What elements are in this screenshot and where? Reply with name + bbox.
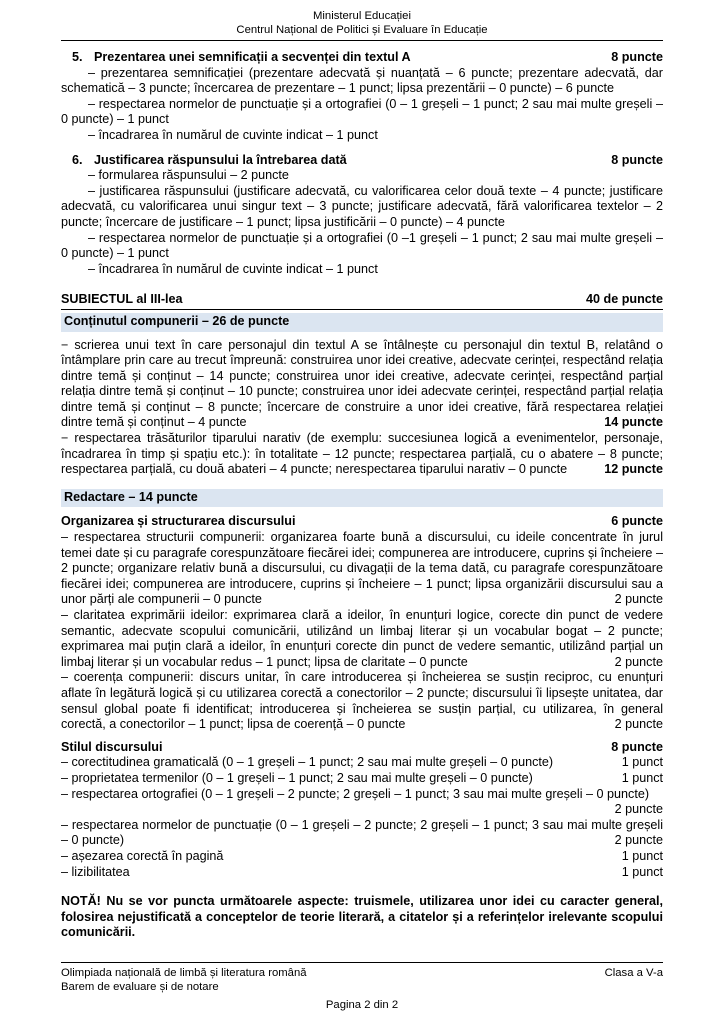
footer-doc-type: Barem de evaluare și de notare [61,981,219,993]
item-5-number: 5. [72,50,83,64]
redactare-section-header: Redactare – 14 puncte [61,489,663,508]
stil-criterion-3-text: – respectarea ortografiei (0 – 1 greșeli – 2 puncte; 2 greșeli – 1 punct; 3 sau mai multe greșeli – 0 puncte) [61,786,650,801]
organizare-criterion-3-points: 2 puncte [614,717,663,732]
organizare-criterion-1-points: 2 puncte [614,592,663,607]
organizare-title: Organizarea și structurarea discursului [61,514,296,529]
organizare-heading [61,514,663,530]
organizare-criterion-2-points: 2 puncte [614,654,663,669]
stil-criterion-2-points: 1 punct [621,770,663,785]
subject-3-points: 40 de puncte [586,292,663,307]
item-5-points: 8 puncte [611,50,663,64]
content-criterion-2-text: − respectarea trăsăturilor tiparului narativ (de exemplu: succesiunea logică a evenimentelor, personaje, încadrarea în timp și spațiu etc.): în totalitate – 12 puncte; respectarea parțială, cu o abatere – 8 puncte; respectarea parțială, cu două abateri – 4 puncte; nerespectarea tiparului narativ – 0 puncte [61,431,663,477]
note-paragraph: NOTĂ! Nu se vor puncta următoarele aspecte: truismele, utilizarea unor idei cu caracter general, folosirea nejustificată a conceptelor de teorie literară, a citatelor și a referințelor irelevante scopului comunicării. [61,894,663,940]
stil-criterion-3-points: 2 puncte [614,802,663,817]
item-6-bullet-4: – încadrarea în numărul de cuvinte indicat – 1 punct [88,261,378,276]
organizare-criterion-1-text: – respectarea structurii compunerii: organizarea foarte bună a discursului, cu ideile concentrate în jurul temei date și cu paragrafe corespunzătoare fiecărei idei; compunerea are introducere, cuprins și încheiere – 2 puncte; organizare relativ bună a discursului, cu divagații de la tema dată, cu paragrafe corespunzătoare fiecărei idei; compunerea are introducere, cuprins și încheiere – 1 punct; lipsa organizării discursului sau a unor părți ale compunerii – 0 puncte [61,530,663,607]
stil-criterion-2 [61,771,663,787]
subject-3-title: SUBIECTUL al III-lea [61,292,183,307]
organizare-criterion-2-text: – claritatea exprimării ideilor: exprimarea clară a ideilor, în enunțuri logice, corecte din punct de vedere semantic, adecvate scopului comunicării, utilizând un limbaj literar și un vocabular bogat – 2 puncte; exprimarea mai puțin clară a ideilor, în enunțuri corecte din punct de vedere semantic, utilizând parțial un limbaj literar și un vocabular redus – 1 punct; lipsa de claritate – 0 puncte [61,608,663,669]
item-5-bullet-3: – încadrarea în numărul de cuvinte indicat – 1 punct [88,127,378,142]
organizare-criterion-1 [61,530,663,608]
item-5-title [72,50,411,66]
stil-criterion-6 [61,865,663,881]
organizare-points: 6 puncte [611,514,663,529]
header-ministry-line: Ministerul Educației [313,10,411,22]
organizare-criterion-2 [61,608,663,670]
organizare-criterion-3-text: – coerența compunerii: discurs unitar, în care introducerea și încheierea se susțin reciproc, cu enunțuri aflate în legătură logică și cu utilizarea corectă a conectorilor – 2 puncte; discursului îi lipsește unitatea, dar sensul global poate fi identificat; introducerea și încheierea se susțin parțial, cu utilizarea, în general corectă, a conectorilor – 1 punct; lipsa de coerență – 0 puncte [61,670,663,732]
footer-page-number: Pagina 2 din 2 [325,999,399,1011]
item-5-heading [61,50,663,66]
item-6-bullet-2: – justificarea răspunsului (justificare adecvată, cu valorificarea celor două texte – 4 puncte; justificare adecvată, cu valorificarea unui singur text – 3 puncte; justificare adecvată, fără valorificarea textelor – 2 puncte; încercare de justificare – 1 punct; lipsa justificării – 0 puncte) – 4 puncte [61,183,663,229]
footer-row-1 [61,966,663,980]
stil-criterion-6-points: 1 punct [621,864,663,879]
stil-criterion-6-text: – lizibilitatea [61,864,130,879]
content-criterion-2 [61,431,663,478]
header-center-line: Centrul Național de Politici și Evaluare în Educație [236,23,488,36]
item-6-title-text: Justificarea răspunsului la întrebarea dată [94,152,347,167]
subject-3-heading [61,292,663,310]
stil-criterion-1-text: – corectitudinea gramaticală (0 – 1 greșeli – 1 punct; 2 sau mai multe greșeli – 0 puncte) [61,755,554,770]
content-criterion-1-text: − scrierea unui text în care personajul din textul A se întâlnește cu personajul din textul B, relatând o întâmplare prin care au trecut împreună: construirea unor idei creative, adecvate cerinței, respectând relația dintre temă și conținut – 14 puncte; construirea unor idei creative, adecvate cerinței, respectând parțial relația dintre temă și conținut – 10 puncte; construirea unor idei adecvate cerinței, respectând parțial relația dintre temă și conținut – 8 puncte; încercare de construire a unor idei creative, fără respectarea relației dintre temă și conținut – 4 puncte [61,337,663,430]
content-criterion-1-points: 14 puncte [604,415,663,430]
content-criterion-1 [61,338,663,432]
organizare-criterion-3 [61,670,663,732]
content-criterion-2-points: 12 puncte [604,462,663,477]
item-6-bullet-3: – respectarea normelor de punctuație și a ortografiei (0 –1 greșeli – 1 punct; 2 sau mai multe greșeli – 0 puncte) – 1 punct [61,230,663,261]
stil-criterion-4-text: – respectarea normelor de punctuație (0 – 1 greșeli – 2 puncte; 2 greșeli – 1 punct; 3 sau mai multe greșeli – 0 puncte) [61,817,663,848]
stil-criterion-1 [61,755,663,771]
document-footer [61,962,663,1012]
item-6-bullet-1: – formularea răspunsului – 2 puncte [88,168,289,183]
stil-criterion-4-points: 2 puncte [614,833,663,848]
item-5-title-text: Prezentarea unei semnificații a secvenței din textul A [94,50,411,64]
stil-criterion-1-points: 1 punct [621,755,663,770]
stil-criterion-5-points: 1 punct [621,848,663,863]
stil-criterion-3 [61,787,663,818]
document-header [61,10,663,41]
stil-criterion-2-text: – proprietatea termenilor (0 – 1 greșeli – 1 punct; 2 sau mai multe greșeli – 0 puncte) [61,770,533,785]
stil-criterion-5-text: – așezarea corectă în pagină [61,848,224,863]
footer-grade: Clasa a V-a [604,967,663,979]
stil-points: 8 puncte [611,739,663,754]
item-6-title [72,153,347,169]
stil-heading [61,740,663,756]
item-6-points: 8 puncte [611,152,663,167]
footer-olympiad: Olimpiada națională de limbă și literatura română [61,967,307,979]
stil-criterion-4 [61,818,663,849]
item-5-bullet-1: – prezentarea semnificației (prezentare adecvată și nuanțată – 6 puncte; prezentare adecvată, dar schematică – 3 puncte; încercarea de prezentare – 1 punct; lipsa prezentării – 0 puncte) – 6 puncte [61,65,663,96]
content-section-header: Conținutul compunerii – 26 de puncte [61,313,663,332]
document-body [61,41,663,962]
stil-title: Stilul discursului [61,739,163,754]
item-5-bullet-2: – respectarea normelor de punctuație și a ortografiei (0 – 1 greșeli – 1 punct; 2 sau mai multe greșeli – 0 puncte) – 1 punct [61,96,663,127]
item-6-number: 6. [72,152,83,167]
item-6-heading [61,153,663,169]
stil-criterion-5 [61,849,663,865]
